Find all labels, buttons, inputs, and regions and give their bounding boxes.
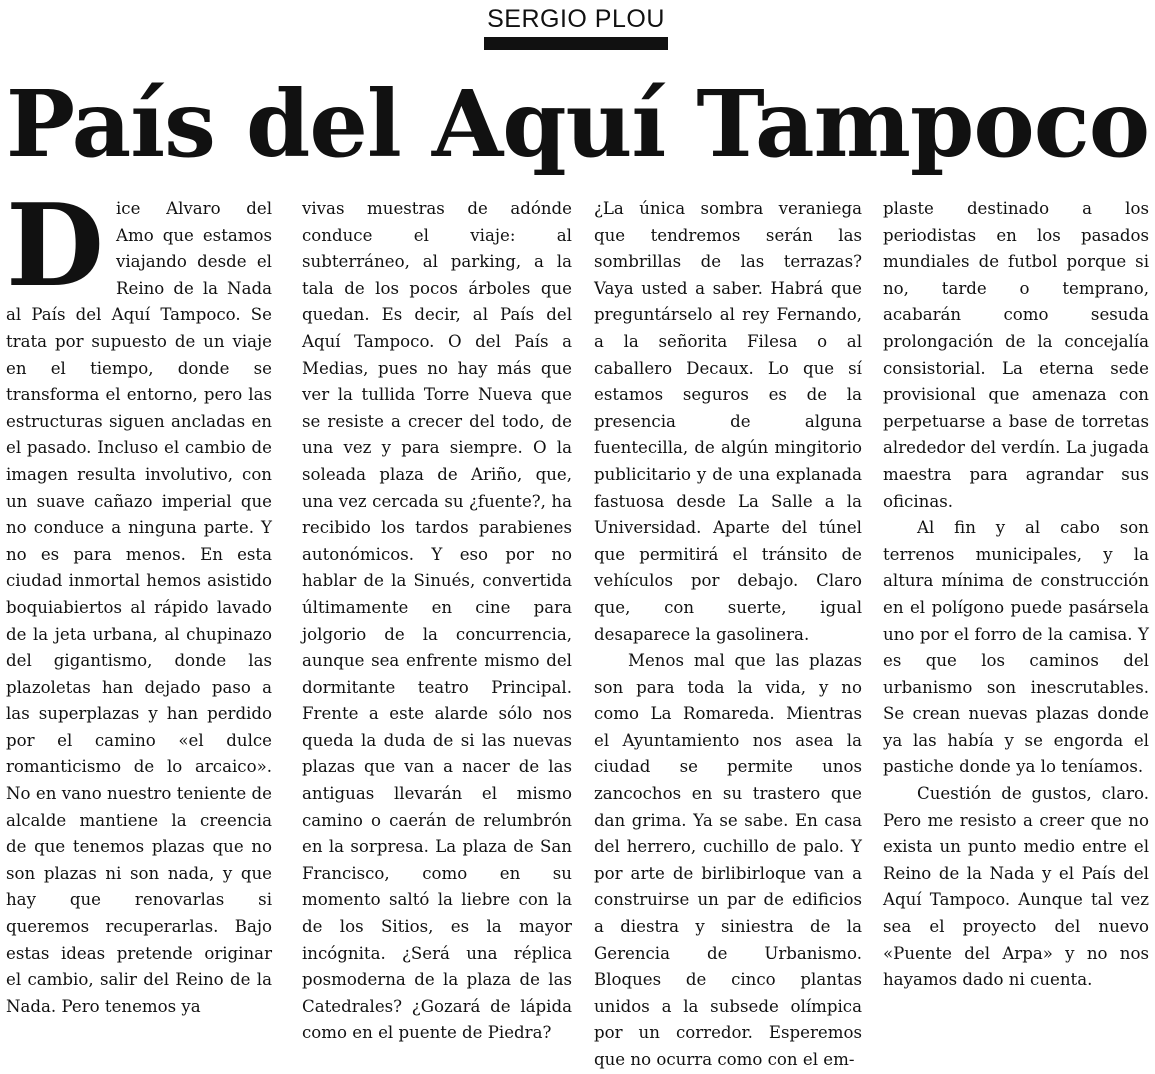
author-byline: SERGIO PLOU [487,5,665,33]
article-column-3 [594,196,862,1069]
paragraph: Menos mal que las plazas son para toda la vida, y no como La Romareda. Mientras el Ayuntamiento nos asea la ciudad se permite unos zancochos en su trastero que dan grima. Ya se sabe. En casa del herrero, cuchillo de palo. Y por arte de birlibirloque van a construirse un par de edificios a diestra y siniestra de la Gerencia de Urbanismo. Bloques de cinco plantas unidos a la subsede olímpica por un corredor. Esperemos que no ocurra como con el em- [594,651,862,1069]
paragraph [6,179,272,1020]
article-column-4 [883,196,1149,990]
paragraph: vivas muestras de adónde conduce el viaje: al subterráneo, al parking, a la tala de los pocos árboles que quedan. Es decir, al País del Aquí Tampoco. O del País a Medias, pues no hay más que ver la tullida Torre Nueva que se resiste a crecer del todo, de una vez y para siempre. O la soleada plaza de Ariño, que, una vez cercada su ¿fuente?, ha recibido los tardos parabienes autonómicos. Y eso por no hablar de la Sinués, convertida últimamente en cine para jolgorio de la concurrencia, aunque sea enfrente mismo del dormitante teatro Principal. Frente a este alarde sólo nos queda la duda de si las nuevas plazas que van a nacer de las antiguas llevarán el mismo camino o caerán de relumbrón en la sorpresa. La plaza de San Francisco, como en su momento saltó la liebre con la de los Sitios, es la mayor incógnita. ¿Será una réplica posmoderna de la plaza de las Catedrales? ¿Gozará de lápida como en el puente de Piedra? [302,199,572,1043]
drop-cap: D [6,179,104,312]
paragraph: Cuestión de gustos, claro. Pero me resisto a creer que no exista un punto medio entre el Reino de la Nada y el País del Aquí Tampoco. Aunque tal vez sea el proyecto del nuevo «Puente del Arpa» y no nos hayamos dado ni cuenta. [883,784,1149,990]
paragraph: plaste destinado a los periodistas en los pasados mundiales de futbol porque si no, tarde o temprano, acabarán como sesuda prolongación de la concejalía consistorial. La eterna sede provisional que amenaza con perpetuarse a base de torretas alrededor del verdín. La jugada maestra para agrandar sus oficinas. [883,199,1149,511]
article-column-2 [302,196,572,1043]
paragraph: ¿La única sombra veraniega que tendremos serán las sombrillas de las terrazas? Vaya usted a saber. Habrá que preguntárselo al rey Fernando, a la señorita Filesa o al caballero Decaux. Lo que sí estamos seguros es de la presencia de alguna fuentecilla, de algún mingitorio publicitario y de una explanada fastuosa desde La Salle a la Universidad. Aparte del túnel que permitirá el tránsito de vehículos por debajo. Claro que, con suerte, igual desaparece la gasolinera. [594,199,862,644]
paragraph-text: ice Alvaro del Amo que estamos viajando desde el Reino de la Nada al País del Aquí Tampoco. Se trata por supuesto de un viaje en el tiempo, donde se transforma el entorno, pero las estructuras siguen ancladas en el pasado. Incluso el cambio de imagen resulta involutivo, con un suave cañazo imperial que no conduce a ninguna parte. Y no es para menos. En esta ciudad inmortal hemos asistido boquiabiertos al rápido lavado de la jeta urbana, al chupinazo del gigantismo, donde las plazoletas han dejado paso a las superplazas y han perdido por el camino «el dulce romanticismo de lo arcaico». No en vano nuestro teniente de alcalde mantiene la creencia de que tenemos plazas que no son plazas ni son nada, y que hay que renovarlas si queremos recuperarlas. Bajo estas ideas pretende originar el cambio, salir del Reino de la Nada. Pero tenemos ya [6,199,272,1016]
article-headline: País del Aquí Tampoco [5,70,1150,178]
article-column-1 [6,179,272,1016]
byline-rule [484,37,668,50]
paragraph: Al fin y al cabo son terrenos municipales, y la altura mínima de construcción en el polígono puede pasársela uno por el forro de la camisa. Y es que los caminos del urbanismo son inescrutables. Se crean nuevas plazas donde ya las había y se engorda el pastiche donde ya lo teníamos. [883,518,1149,777]
